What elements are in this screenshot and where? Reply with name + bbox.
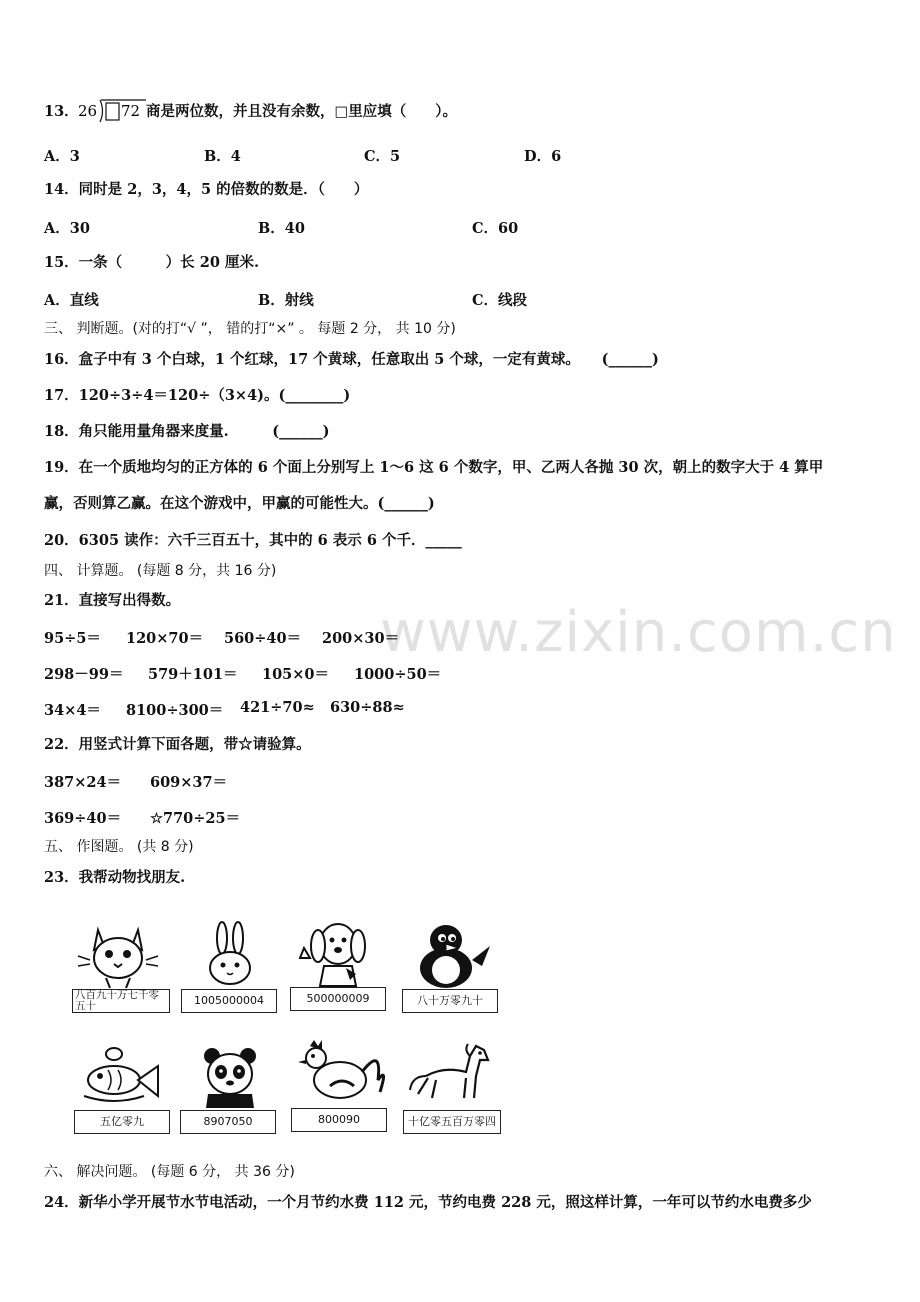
q15-option-c[interactable]: C．线段 (472, 292, 528, 309)
q19-text-line1: 19．在一个质地均匀的正方体的 6 个面上分别写上 1～6 这 6 个数字，甲、乙两人各抛 30 次，朝上的数字大于 4 算甲 (44, 459, 824, 476)
fish-icon (74, 1040, 170, 1110)
calc-row (44, 699, 864, 719)
calc-row (44, 627, 864, 647)
vert-item: 369÷40＝ (44, 810, 122, 827)
q15-option-a[interactable]: A．直线 (44, 292, 99, 309)
calc-item: 120×70＝ (126, 630, 204, 647)
vert-row (44, 807, 864, 827)
animal-label: 800090 (291, 1108, 387, 1132)
vert-item: 387×24＝ (44, 774, 122, 791)
animal-label: 8907050 (180, 1110, 276, 1134)
animal-label: 500000009 (290, 987, 386, 1011)
rooster-icon (292, 1036, 388, 1106)
animal-label: 八百九十万七千零 五十 (72, 989, 170, 1013)
q21-text: 21．直接写出得数。 (44, 592, 181, 609)
rabbit-icon (182, 920, 278, 990)
long-division-figure (74, 98, 146, 124)
q18-text: 18．角只能用量角器来度量. (______) (44, 423, 330, 440)
vert-row (44, 771, 864, 791)
animal-label: 八十万零九十 (402, 989, 498, 1013)
calc-item: 105×0＝ (262, 666, 330, 683)
q20-text: 20．6305 读作：六千三百五十，其中的 6 表示 6 个千．_____ (44, 532, 462, 549)
q13-option-d[interactable]: D．6 (524, 148, 562, 165)
q13-option-c[interactable]: C．5 (364, 148, 401, 165)
q22-text: 22．用竖式计算下面各题，带☆请验算。 (44, 736, 311, 753)
animal-label: 五亿零九 (74, 1110, 170, 1134)
q13-number: 13． (44, 103, 79, 120)
q15-options (44, 289, 864, 309)
calc-item: 1000÷50＝ (354, 666, 442, 683)
calc-item: 200×30＝ (322, 630, 400, 647)
q14-option-a[interactable]: A．30 (44, 220, 90, 237)
q23-text: 23．我帮动物找朋友. (44, 869, 186, 886)
section-4-heading: 四、 计算题。 (每题 8 分，共 16 分) (44, 563, 277, 579)
q14-text: 14．同时是 2，3，4，5 的倍数的数是．（ ） (44, 181, 369, 198)
q15-text: 15．一条（ ）长 20 厘米. (44, 254, 259, 271)
division-bracket-icon (74, 98, 146, 124)
vert-item: ☆770÷25＝ (150, 810, 241, 827)
section-3-heading: 三、 判断题。(对的打“√ ”， 错的打“×” 。 每题 2 分， 共 10 分) (44, 321, 456, 337)
penguin-icon (402, 920, 498, 990)
watermark: www.zixin.com.cn (380, 600, 897, 665)
calc-item: 95÷5＝ (44, 630, 101, 647)
animal-label: 1005000004 (181, 989, 277, 1013)
divisor: 26 (78, 102, 98, 120)
animal-label: 十亿零五百万零四 (403, 1110, 501, 1134)
q15-option-b[interactable]: B．射线 (258, 292, 314, 309)
section-5-heading: 五、 作图题。 (共 8 分) (44, 839, 194, 855)
dog-icon (290, 918, 386, 988)
calc-row (44, 663, 864, 683)
q24-text: 24．新华小学开展节水节电活动，一个月节约水费 112 元，节约电费 228 元，照这样计算，一年可以节约水电费多少 (44, 1194, 812, 1211)
calc-item: 560÷40＝ (224, 630, 302, 647)
cat-icon (70, 920, 166, 990)
q13-options (44, 145, 864, 165)
q14-option-c[interactable]: C．60 (472, 220, 519, 237)
dividend-tail: 72 (121, 102, 141, 120)
q13-option-b[interactable]: B．4 (204, 148, 241, 165)
calc-item: 421÷70≈ (240, 699, 315, 716)
calc-item: 630÷88≈ (330, 699, 405, 716)
blank-box (106, 103, 119, 120)
horse-icon (404, 1036, 500, 1106)
calc-item: 34×4＝ (44, 702, 101, 719)
calc-item: 8100÷300＝ (126, 702, 224, 719)
section-6-heading: 六、 解决问题。 (每题 6 分， 共 36 分) (44, 1164, 295, 1180)
q13-option-a[interactable]: A．3 (44, 148, 80, 165)
vert-item: 609×37＝ (150, 774, 228, 791)
q14-option-b[interactable]: B．40 (258, 220, 305, 237)
q17-text: 17．120÷3÷4＝120÷（3×4)。(________) (44, 387, 351, 404)
calc-item: 298－99＝ (44, 666, 124, 683)
q13-text: 商是两位数，并且没有余数，□里应填（ ）。 (146, 103, 457, 120)
panda-icon (182, 1040, 278, 1110)
q19-text-line2: 赢，否则算乙赢。在这个游戏中，甲赢的可能性大。(______) (44, 495, 435, 512)
calc-item: 579＋101＝ (148, 666, 238, 683)
q16-text: 16．盒子中有 3 个白球，1 个红球，17 个黄球，任意取出 5 个球，一定有黄球。 (______) (44, 351, 659, 368)
q14-options (44, 217, 864, 237)
